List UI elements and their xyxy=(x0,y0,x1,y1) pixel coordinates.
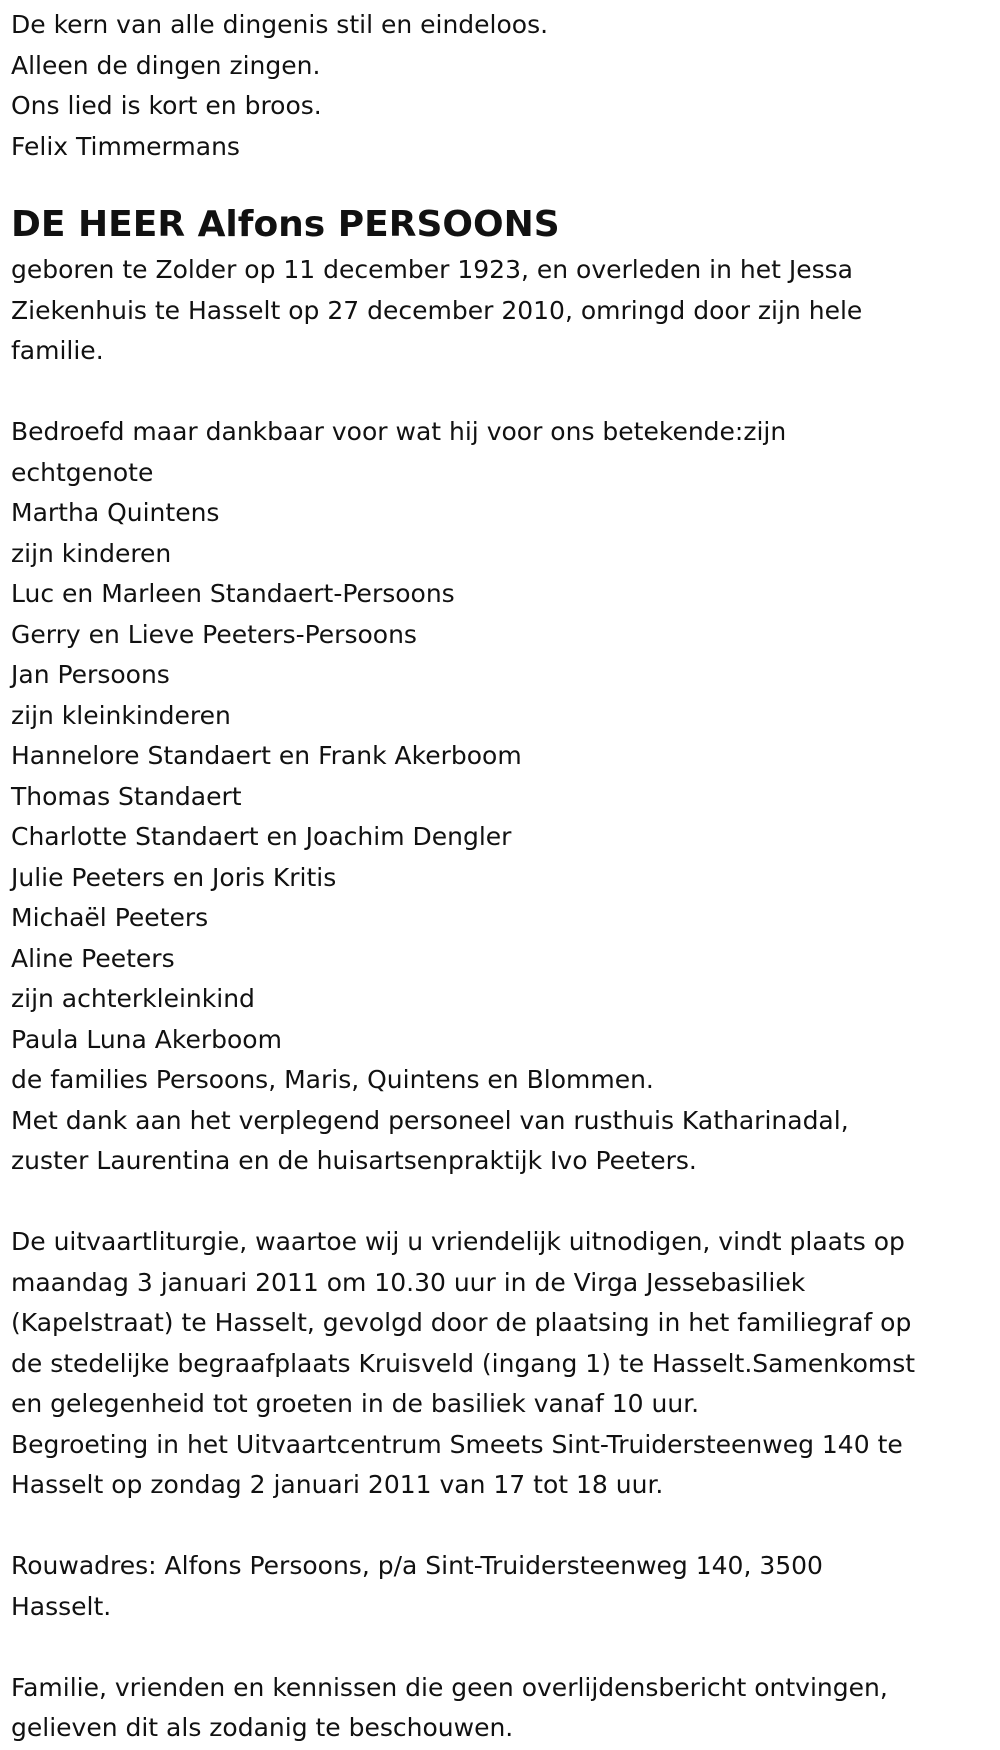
family-line: Hannelore Standaert en Frank Akerboom xyxy=(11,741,522,770)
family-list xyxy=(11,412,990,1182)
paragraph-line: en gelegenheid tot groeten in de basiliek vanaf 10 uur. xyxy=(11,1389,700,1418)
paragraph-line: de stedelijke begraafplaats Kruisveld (ingang 1) te Hasselt.Samenkomst xyxy=(11,1348,916,1378)
paragraph-line: Familie, vrienden en kennissen die geen overlijdensbericht ontvingen, xyxy=(11,1672,888,1702)
paragraph-line: Begroeting in het Uitvaartcentrum Smeets Sint-Truidersteenweg 140 te xyxy=(11,1429,903,1459)
quote-block xyxy=(11,5,990,167)
quote-line: De kern van alle dingenis stil en eindeloos. xyxy=(11,10,549,39)
paragraph-spacer xyxy=(11,1506,990,1547)
family-line: zuster Laurentina en de huisartsenpraktijk Ivo Peeters. xyxy=(11,1146,697,1175)
family-line: de families Persoons, Maris, Quintens en Blommen. xyxy=(11,1065,654,1094)
quote-author: Felix Timmermans xyxy=(11,131,240,161)
deceased-name-heading: DE HEER Alfons PERSOONS xyxy=(11,204,560,245)
family-line: zijn kleinkinderen xyxy=(11,700,231,730)
paragraph-line: Ziekenhuis te Hasselt op 27 december 2010, omringd door zijn hele xyxy=(11,295,863,325)
family-line: Aline Peeters xyxy=(11,943,175,973)
family-line: zijn achterkleinkind xyxy=(11,984,255,1013)
paragraph-line: familie. xyxy=(11,336,104,365)
paragraph-line: (Kapelstraat) te Hasselt, gevolgd door de plaatsing in het familiegraf op xyxy=(11,1308,912,1337)
paragraph-line: geboren te Zolder op 11 december 1923, en overleden in het Jessa xyxy=(11,255,854,284)
family-line: Luc en Marleen Standaert-Persoons xyxy=(11,579,455,608)
family-line: zijn kinderen xyxy=(11,538,172,568)
paragraph-line: De uitvaartliturgie, waartoe wij u vriendelijk uitnodigen, vindt plaats op xyxy=(11,1227,905,1256)
family-line: Charlotte Standaert en Joachim Dengler xyxy=(11,822,512,851)
family-line: echtgenote xyxy=(11,457,154,487)
family-line: Michaël Peeters xyxy=(11,903,209,932)
paragraph-line: Hasselt op zondag 2 januari 2011 van 17 tot 18 uur. xyxy=(11,1470,664,1499)
paragraph-spacer xyxy=(11,1627,990,1668)
birth-death-paragraph xyxy=(11,250,990,372)
quote-line: Alleen de dingen zingen. xyxy=(11,50,321,80)
family-line: Martha Quintens xyxy=(11,498,220,527)
family-line: Met dank aan het verplegend personeel van rusthuis Katharinadal, xyxy=(11,1105,849,1135)
paragraph-line: Hasselt. xyxy=(11,1591,112,1621)
family-line: Jan Persoons xyxy=(11,660,170,689)
family-line: Thomas Standaert xyxy=(11,781,242,811)
closing-paragraph xyxy=(11,1668,990,1749)
family-line: Julie Peeters en Joris Kritis xyxy=(11,862,337,892)
family-line: Gerry en Lieve Peeters-Persoons xyxy=(11,619,417,649)
family-line: Bedroefd maar dankbaar voor wat hij voor ons betekende:zijn xyxy=(11,417,787,446)
paragraph-spacer xyxy=(11,1182,990,1223)
family-line: Paula Luna Akerboom xyxy=(11,1024,282,1054)
paragraph-line: Rouwadres: Alfons Persoons, p/a Sint-Truidersteenweg 140, 3500 xyxy=(11,1551,823,1580)
paragraph-line: gelieven dit als zodanig te beschouwen. xyxy=(11,1713,514,1742)
quote-line: Ons lied is kort en broos. xyxy=(11,91,322,120)
address-paragraph xyxy=(11,1546,990,1627)
paragraph-spacer xyxy=(11,372,990,413)
funeral-paragraph xyxy=(11,1222,990,1506)
paragraph-line: maandag 3 januari 2011 om 10.30 uur in de Virga Jessebasiliek xyxy=(11,1267,806,1297)
